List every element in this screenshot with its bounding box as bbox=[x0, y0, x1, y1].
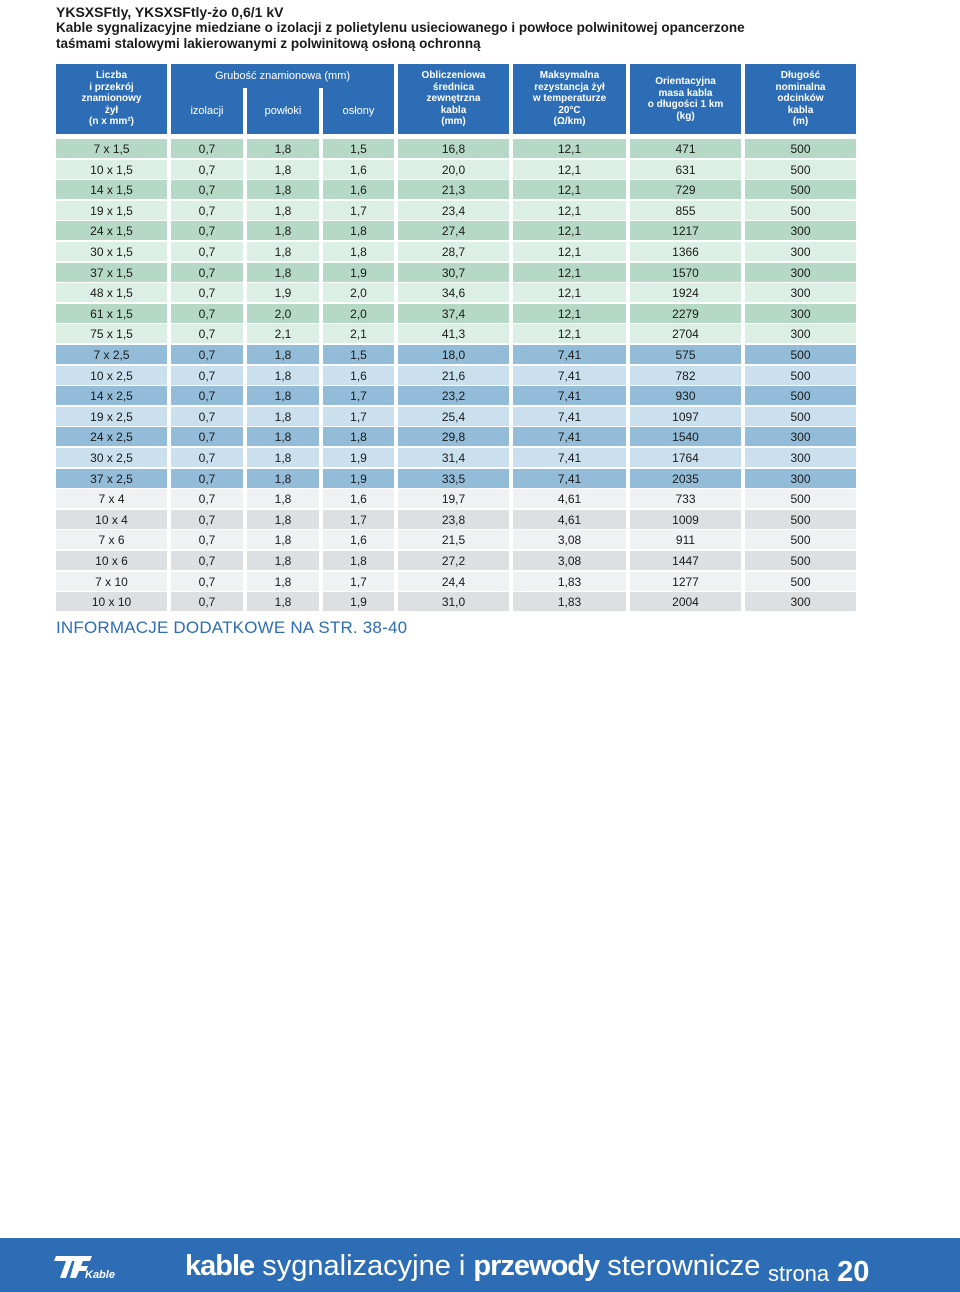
cell-insulation: 0,7 bbox=[171, 242, 243, 261]
cell-sheath: 1,8 bbox=[247, 510, 319, 529]
cell-cores: 10 x 2,5 bbox=[56, 366, 167, 385]
cell-length: 300 bbox=[745, 221, 856, 240]
cell-mass: 575 bbox=[630, 345, 741, 364]
header-text: zewnętrzna bbox=[426, 93, 481, 105]
cell-resistance: 4,61 bbox=[513, 489, 626, 508]
cell-insulation: 0,7 bbox=[171, 407, 243, 426]
cell-diameter: 25,4 bbox=[398, 407, 509, 426]
footer-tagline bbox=[185, 1250, 760, 1283]
cell-resistance: 12,1 bbox=[513, 263, 626, 282]
cell-mass: 729 bbox=[630, 180, 741, 199]
cell-resistance: 12,1 bbox=[513, 242, 626, 261]
table-row bbox=[56, 139, 936, 159]
cell-length: 500 bbox=[745, 572, 856, 591]
cell-jacket: 1,7 bbox=[323, 386, 394, 405]
cell-length: 300 bbox=[745, 304, 856, 323]
cell-diameter: 16,8 bbox=[398, 139, 509, 158]
table-row bbox=[56, 324, 936, 344]
header-text: Długość bbox=[780, 70, 821, 82]
svg-text:Kable: Kable bbox=[85, 1269, 115, 1280]
header-text: o długości 1 km bbox=[647, 99, 724, 110]
cell-resistance: 12,1 bbox=[513, 324, 626, 343]
header-text: w temperaturze bbox=[532, 93, 607, 105]
cell-jacket: 1,6 bbox=[323, 530, 394, 549]
cell-sheath: 1,8 bbox=[247, 263, 319, 282]
cell-cores: 10 x 4 bbox=[56, 510, 167, 529]
table-row bbox=[56, 427, 936, 447]
cell-jacket: 1,9 bbox=[323, 469, 394, 488]
cell-insulation: 0,7 bbox=[171, 324, 243, 343]
page-label: strona bbox=[768, 1261, 830, 1286]
table-row bbox=[56, 304, 936, 324]
table-row bbox=[56, 386, 936, 406]
cell-cores: 75 x 1,5 bbox=[56, 324, 167, 343]
cell-jacket: 1,5 bbox=[323, 139, 394, 158]
cell-sheath: 1,8 bbox=[247, 427, 319, 446]
cell-resistance: 12,1 bbox=[513, 283, 626, 302]
cell-cores: 7 x 6 bbox=[56, 530, 167, 549]
cell-length: 300 bbox=[745, 283, 856, 302]
tf-kable-logo-icon bbox=[54, 1252, 120, 1280]
cell-sheath: 1,8 bbox=[247, 551, 319, 570]
cell-mass: 930 bbox=[630, 386, 741, 405]
cell-sheath: 1,8 bbox=[247, 489, 319, 508]
cell-length: 500 bbox=[745, 530, 856, 549]
cell-jacket: 1,6 bbox=[323, 489, 394, 508]
cell-insulation: 0,7 bbox=[171, 180, 243, 199]
cell-insulation: 0,7 bbox=[171, 201, 243, 220]
cell-insulation: 0,7 bbox=[171, 427, 243, 446]
cell-mass: 1764 bbox=[630, 448, 741, 467]
cell-diameter: 34,6 bbox=[398, 283, 509, 302]
header-text: kabla bbox=[440, 104, 467, 116]
table-row bbox=[56, 160, 936, 180]
cell-jacket: 1,8 bbox=[323, 551, 394, 570]
cell-length: 300 bbox=[745, 263, 856, 282]
cell-diameter: 23,4 bbox=[398, 201, 509, 220]
cell-jacket: 1,7 bbox=[323, 407, 394, 426]
cell-mass: 2704 bbox=[630, 324, 741, 343]
cell-diameter: 31,0 bbox=[398, 592, 509, 611]
cell-diameter: 37,4 bbox=[398, 304, 509, 323]
table-row bbox=[56, 221, 936, 241]
cell-insulation: 0,7 bbox=[171, 551, 243, 570]
cell-sheath: 1,8 bbox=[247, 160, 319, 179]
table-row bbox=[56, 242, 936, 262]
cell-insulation: 0,7 bbox=[171, 139, 243, 158]
header-text: (m) bbox=[792, 116, 809, 128]
cell-diameter: 27,2 bbox=[398, 551, 509, 570]
cell-diameter: 23,8 bbox=[398, 510, 509, 529]
cell-length: 500 bbox=[745, 139, 856, 158]
cell-cores: 14 x 2,5 bbox=[56, 386, 167, 405]
cell-insulation: 0,7 bbox=[171, 263, 243, 282]
table-row bbox=[56, 407, 936, 427]
table-row bbox=[56, 345, 936, 365]
cell-diameter: 20,0 bbox=[398, 160, 509, 179]
footer-word-przewody: przewody bbox=[473, 1250, 600, 1282]
header-text: 20°C bbox=[558, 104, 581, 116]
cell-diameter: 21,5 bbox=[398, 530, 509, 549]
cell-diameter: 23,2 bbox=[398, 386, 509, 405]
cell-length: 500 bbox=[745, 407, 856, 426]
cell-length: 300 bbox=[745, 427, 856, 446]
cell-mass: 2035 bbox=[630, 469, 741, 488]
cell-mass: 855 bbox=[630, 201, 741, 220]
table-row bbox=[56, 510, 936, 530]
cell-mass: 1570 bbox=[630, 263, 741, 282]
cell-jacket: 2,0 bbox=[323, 304, 394, 323]
cell-sheath: 1,8 bbox=[247, 592, 319, 611]
cell-resistance: 12,1 bbox=[513, 201, 626, 220]
table-row bbox=[56, 263, 936, 283]
header-text: Liczba bbox=[95, 70, 128, 82]
cell-mass: 1009 bbox=[630, 510, 741, 529]
cell-cores: 30 x 2,5 bbox=[56, 448, 167, 467]
footer-word-sygnalizacyjne: sygnalizacyjne i bbox=[262, 1250, 466, 1282]
header-text: kabla bbox=[787, 104, 814, 116]
cell-resistance: 7,41 bbox=[513, 345, 626, 364]
cell-diameter: 28,7 bbox=[398, 242, 509, 261]
header-jacket: osłony bbox=[323, 88, 394, 134]
cell-sheath: 1,8 bbox=[247, 221, 319, 240]
cell-sheath: 1,8 bbox=[247, 572, 319, 591]
cell-sheath: 1,8 bbox=[247, 180, 319, 199]
cell-diameter: 41,3 bbox=[398, 324, 509, 343]
cell-length: 500 bbox=[745, 386, 856, 405]
cell-insulation: 0,7 bbox=[171, 572, 243, 591]
cell-sheath: 1,8 bbox=[247, 345, 319, 364]
cell-jacket: 2,0 bbox=[323, 283, 394, 302]
cell-jacket: 1,6 bbox=[323, 180, 394, 199]
header-cable-count bbox=[56, 64, 167, 134]
cell-length: 500 bbox=[745, 366, 856, 385]
cell-insulation: 0,7 bbox=[171, 160, 243, 179]
cell-length: 300 bbox=[745, 469, 856, 488]
cell-length: 500 bbox=[745, 489, 856, 508]
cell-resistance: 1,83 bbox=[513, 572, 626, 591]
cell-mass: 1097 bbox=[630, 407, 741, 426]
cell-resistance: 7,41 bbox=[513, 427, 626, 446]
cell-cores: 61 x 1,5 bbox=[56, 304, 167, 323]
header-text: odcinków bbox=[777, 93, 824, 105]
cell-resistance: 1,83 bbox=[513, 592, 626, 611]
cell-sheath: 1,8 bbox=[247, 386, 319, 405]
cell-cores: 10 x 10 bbox=[56, 592, 167, 611]
table-row bbox=[56, 283, 936, 303]
cell-sheath: 2,1 bbox=[247, 324, 319, 343]
cell-cores: 30 x 1,5 bbox=[56, 242, 167, 261]
cell-diameter: 24,4 bbox=[398, 572, 509, 591]
table-row bbox=[56, 551, 936, 571]
cell-diameter: 31,4 bbox=[398, 448, 509, 467]
document-title: YKSXSFtly, YKSXSFtly-żo 0,6/1 kV bbox=[56, 4, 284, 20]
header-text: rezystancja żył bbox=[534, 81, 605, 93]
cell-insulation: 0,7 bbox=[171, 469, 243, 488]
header-text: znamionowy bbox=[81, 93, 142, 105]
cell-sheath: 1,8 bbox=[247, 530, 319, 549]
cell-sheath: 2,0 bbox=[247, 304, 319, 323]
cell-length: 300 bbox=[745, 242, 856, 261]
cell-cores: 10 x 6 bbox=[56, 551, 167, 570]
cell-jacket: 1,8 bbox=[323, 221, 394, 240]
header-diameter bbox=[398, 64, 509, 134]
table-row bbox=[56, 572, 936, 592]
cell-mass: 1924 bbox=[630, 283, 741, 302]
header-text: (mm) bbox=[441, 116, 466, 128]
header-resistance bbox=[513, 64, 626, 134]
cell-jacket: 1,6 bbox=[323, 366, 394, 385]
cell-mass: 631 bbox=[630, 160, 741, 179]
cell-resistance: 7,41 bbox=[513, 469, 626, 488]
cell-insulation: 0,7 bbox=[171, 345, 243, 364]
cell-jacket: 1,9 bbox=[323, 263, 394, 282]
cell-cores: 24 x 2,5 bbox=[56, 427, 167, 446]
cell-mass: 1447 bbox=[630, 551, 741, 570]
cell-resistance: 3,08 bbox=[513, 551, 626, 570]
cell-sheath: 1,8 bbox=[247, 366, 319, 385]
cell-mass: 1217 bbox=[630, 221, 741, 240]
cell-sheath: 1,8 bbox=[247, 469, 319, 488]
cell-jacket: 1,5 bbox=[323, 345, 394, 364]
cell-cores: 7 x 1,5 bbox=[56, 139, 167, 158]
document-subtitle: Kable sygnalizacyjne miedziane o izolacji z polietylenu usieciowanego i powłoce polwinitowej opancerzone taśmami stalowymi lakierowanymi z polwinitową osłoną ochronną bbox=[56, 20, 745, 51]
cell-sheath: 1,8 bbox=[247, 201, 319, 220]
cell-jacket: 1,7 bbox=[323, 510, 394, 529]
cell-insulation: 0,7 bbox=[171, 448, 243, 467]
cell-mass: 471 bbox=[630, 139, 741, 158]
table-row bbox=[56, 201, 936, 221]
cell-cores: 48 x 1,5 bbox=[56, 283, 167, 302]
table-row bbox=[56, 489, 936, 509]
cell-jacket: 1,7 bbox=[323, 572, 394, 591]
table-row bbox=[56, 469, 936, 489]
cell-resistance: 12,1 bbox=[513, 160, 626, 179]
footer-page bbox=[768, 1256, 869, 1289]
cell-jacket: 2,1 bbox=[323, 324, 394, 343]
cell-insulation: 0,7 bbox=[171, 221, 243, 240]
cell-insulation: 0,7 bbox=[171, 489, 243, 508]
cell-resistance: 7,41 bbox=[513, 386, 626, 405]
cell-insulation: 0,7 bbox=[171, 530, 243, 549]
cell-diameter: 19,7 bbox=[398, 489, 509, 508]
cell-diameter: 18,0 bbox=[398, 345, 509, 364]
cell-resistance: 3,08 bbox=[513, 530, 626, 549]
header-text: (Ω/km) bbox=[553, 116, 586, 128]
header-text: średnica bbox=[432, 81, 475, 93]
cell-resistance: 12,1 bbox=[513, 180, 626, 199]
cell-cores: 7 x 2,5 bbox=[56, 345, 167, 364]
cell-diameter: 27,4 bbox=[398, 221, 509, 240]
header-text: Maksymalna bbox=[539, 70, 600, 82]
cell-cores: 24 x 1,5 bbox=[56, 221, 167, 240]
cell-resistance: 7,41 bbox=[513, 448, 626, 467]
header-text: masa kabla bbox=[658, 87, 713, 99]
page-number: 20 bbox=[837, 1256, 870, 1288]
table-row bbox=[56, 448, 936, 468]
cell-mass: 1540 bbox=[630, 427, 741, 446]
header-thickness-group bbox=[171, 64, 394, 134]
cell-mass: 1366 bbox=[630, 242, 741, 261]
table-row bbox=[56, 530, 936, 550]
cell-length: 500 bbox=[745, 510, 856, 529]
cell-length: 500 bbox=[745, 160, 856, 179]
cell-resistance: 12,1 bbox=[513, 221, 626, 240]
table-row bbox=[56, 180, 936, 200]
tf-kable-logo bbox=[54, 1252, 120, 1280]
header-text: i przekrój bbox=[89, 81, 134, 93]
table-row bbox=[56, 592, 936, 612]
header-text: Obliczeniowa bbox=[421, 70, 486, 82]
footer-word-kable: kable bbox=[185, 1250, 255, 1282]
cell-cores: 37 x 2,5 bbox=[56, 469, 167, 488]
cell-insulation: 0,7 bbox=[171, 592, 243, 611]
cell-length: 300 bbox=[745, 592, 856, 611]
cell-jacket: 1,9 bbox=[323, 448, 394, 467]
cell-diameter: 33,5 bbox=[398, 469, 509, 488]
cell-insulation: 0,7 bbox=[171, 283, 243, 302]
cell-length: 500 bbox=[745, 180, 856, 199]
cell-length: 500 bbox=[745, 201, 856, 220]
header-sheath: powłoki bbox=[247, 88, 319, 134]
cell-mass: 911 bbox=[630, 530, 741, 549]
cell-sheath: 1,8 bbox=[247, 407, 319, 426]
cell-sheath: 1,8 bbox=[247, 139, 319, 158]
cell-insulation: 0,7 bbox=[171, 366, 243, 385]
header-text: (n x mm²) bbox=[88, 116, 134, 128]
cell-mass: 1277 bbox=[630, 572, 741, 591]
cell-jacket: 1,7 bbox=[323, 201, 394, 220]
cell-mass: 2004 bbox=[630, 592, 741, 611]
cell-mass: 782 bbox=[630, 366, 741, 385]
cell-mass: 733 bbox=[630, 489, 741, 508]
header-mass bbox=[630, 64, 741, 134]
cell-resistance: 12,1 bbox=[513, 139, 626, 158]
document-header bbox=[56, 4, 936, 52]
additional-info-note: INFORMACJE DODATKOWE NA STR. 38-40 bbox=[56, 618, 408, 637]
cell-resistance: 7,41 bbox=[513, 407, 626, 426]
cell-insulation: 0,7 bbox=[171, 386, 243, 405]
footer-word-sterownicze: sterownicze bbox=[607, 1250, 761, 1282]
cell-cores: 19 x 1,5 bbox=[56, 201, 167, 220]
cell-sheath: 1,9 bbox=[247, 283, 319, 302]
header-text: Orientacyjna bbox=[655, 76, 716, 87]
cell-insulation: 0,7 bbox=[171, 304, 243, 323]
cell-jacket: 1,8 bbox=[323, 242, 394, 261]
cell-sheath: 1,8 bbox=[247, 448, 319, 467]
cell-diameter: 29,8 bbox=[398, 427, 509, 446]
header-text: nominalna bbox=[775, 81, 826, 93]
cell-resistance: 7,41 bbox=[513, 366, 626, 385]
cell-cores: 7 x 10 bbox=[56, 572, 167, 591]
cell-cores: 7 x 4 bbox=[56, 489, 167, 508]
header-text: (kg) bbox=[676, 110, 695, 122]
header-text: żył bbox=[104, 104, 119, 116]
header-length bbox=[745, 64, 856, 134]
cell-diameter: 21,6 bbox=[398, 366, 509, 385]
cell-length: 300 bbox=[745, 324, 856, 343]
cell-jacket: 1,6 bbox=[323, 160, 394, 179]
cell-cores: 14 x 1,5 bbox=[56, 180, 167, 199]
cell-resistance: 4,61 bbox=[513, 510, 626, 529]
cell-cores: 19 x 2,5 bbox=[56, 407, 167, 426]
cell-diameter: 30,7 bbox=[398, 263, 509, 282]
cell-mass: 2279 bbox=[630, 304, 741, 323]
cell-length: 500 bbox=[745, 345, 856, 364]
cell-diameter: 21,3 bbox=[398, 180, 509, 199]
cell-jacket: 1,9 bbox=[323, 592, 394, 611]
cell-resistance: 12,1 bbox=[513, 304, 626, 323]
cell-cores: 37 x 1,5 bbox=[56, 263, 167, 282]
cell-insulation: 0,7 bbox=[171, 510, 243, 529]
cell-length: 300 bbox=[745, 448, 856, 467]
header-insulation: izolacji bbox=[171, 88, 243, 134]
header-thickness-title: Grubość znamionowa (mm) bbox=[171, 64, 394, 88]
table-row bbox=[56, 366, 936, 386]
cell-jacket: 1,8 bbox=[323, 427, 394, 446]
cell-length: 500 bbox=[745, 551, 856, 570]
cell-sheath: 1,8 bbox=[247, 242, 319, 261]
cell-cores: 10 x 1,5 bbox=[56, 160, 167, 179]
